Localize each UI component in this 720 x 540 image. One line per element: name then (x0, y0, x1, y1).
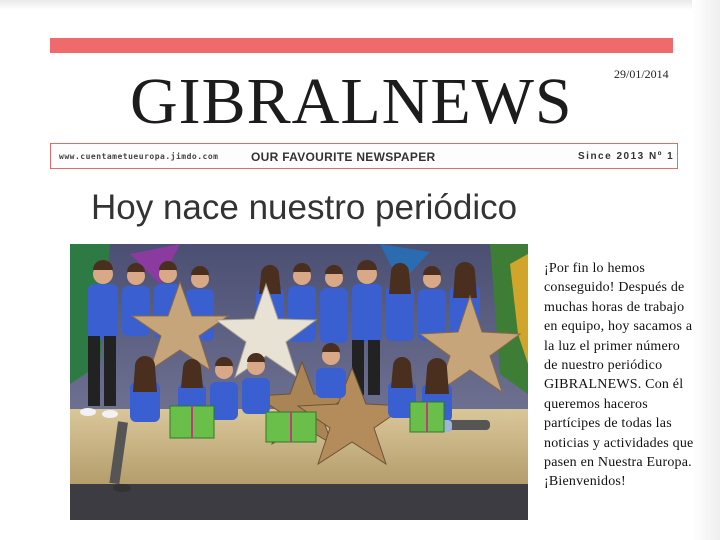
edition-number: Since 2013 Nº 1 (578, 151, 675, 162)
page-right-shadow (692, 0, 720, 540)
group-photo (70, 244, 528, 520)
newspaper-title: GIBRALNEWS (130, 65, 573, 138)
article-body: ¡Por fin lo hemos conseguido! Después de muchas horas de trabajo en equipo, hoy sacamos a la luz el primer número de nuestro periódico GIBRALNEWS. Con él queremos haceros partícipes de todas las noticias y actividades que pasen en Nuestra Europa. ¡Bienvenidos! (544, 261, 694, 490)
newspaper-slogan: OUR FAVOURITE NEWSPAPER (251, 150, 436, 164)
page-top-shadow (0, 0, 720, 10)
website-url[interactable]: www.cuentametueuropa.jimdo.com (59, 152, 219, 161)
issue-date: 29/01/2014 (614, 67, 669, 81)
masthead-info-bar (50, 143, 678, 169)
article-headline: Hoy nace nuestro periódico (91, 188, 518, 227)
masthead-accent-bar (50, 38, 673, 53)
